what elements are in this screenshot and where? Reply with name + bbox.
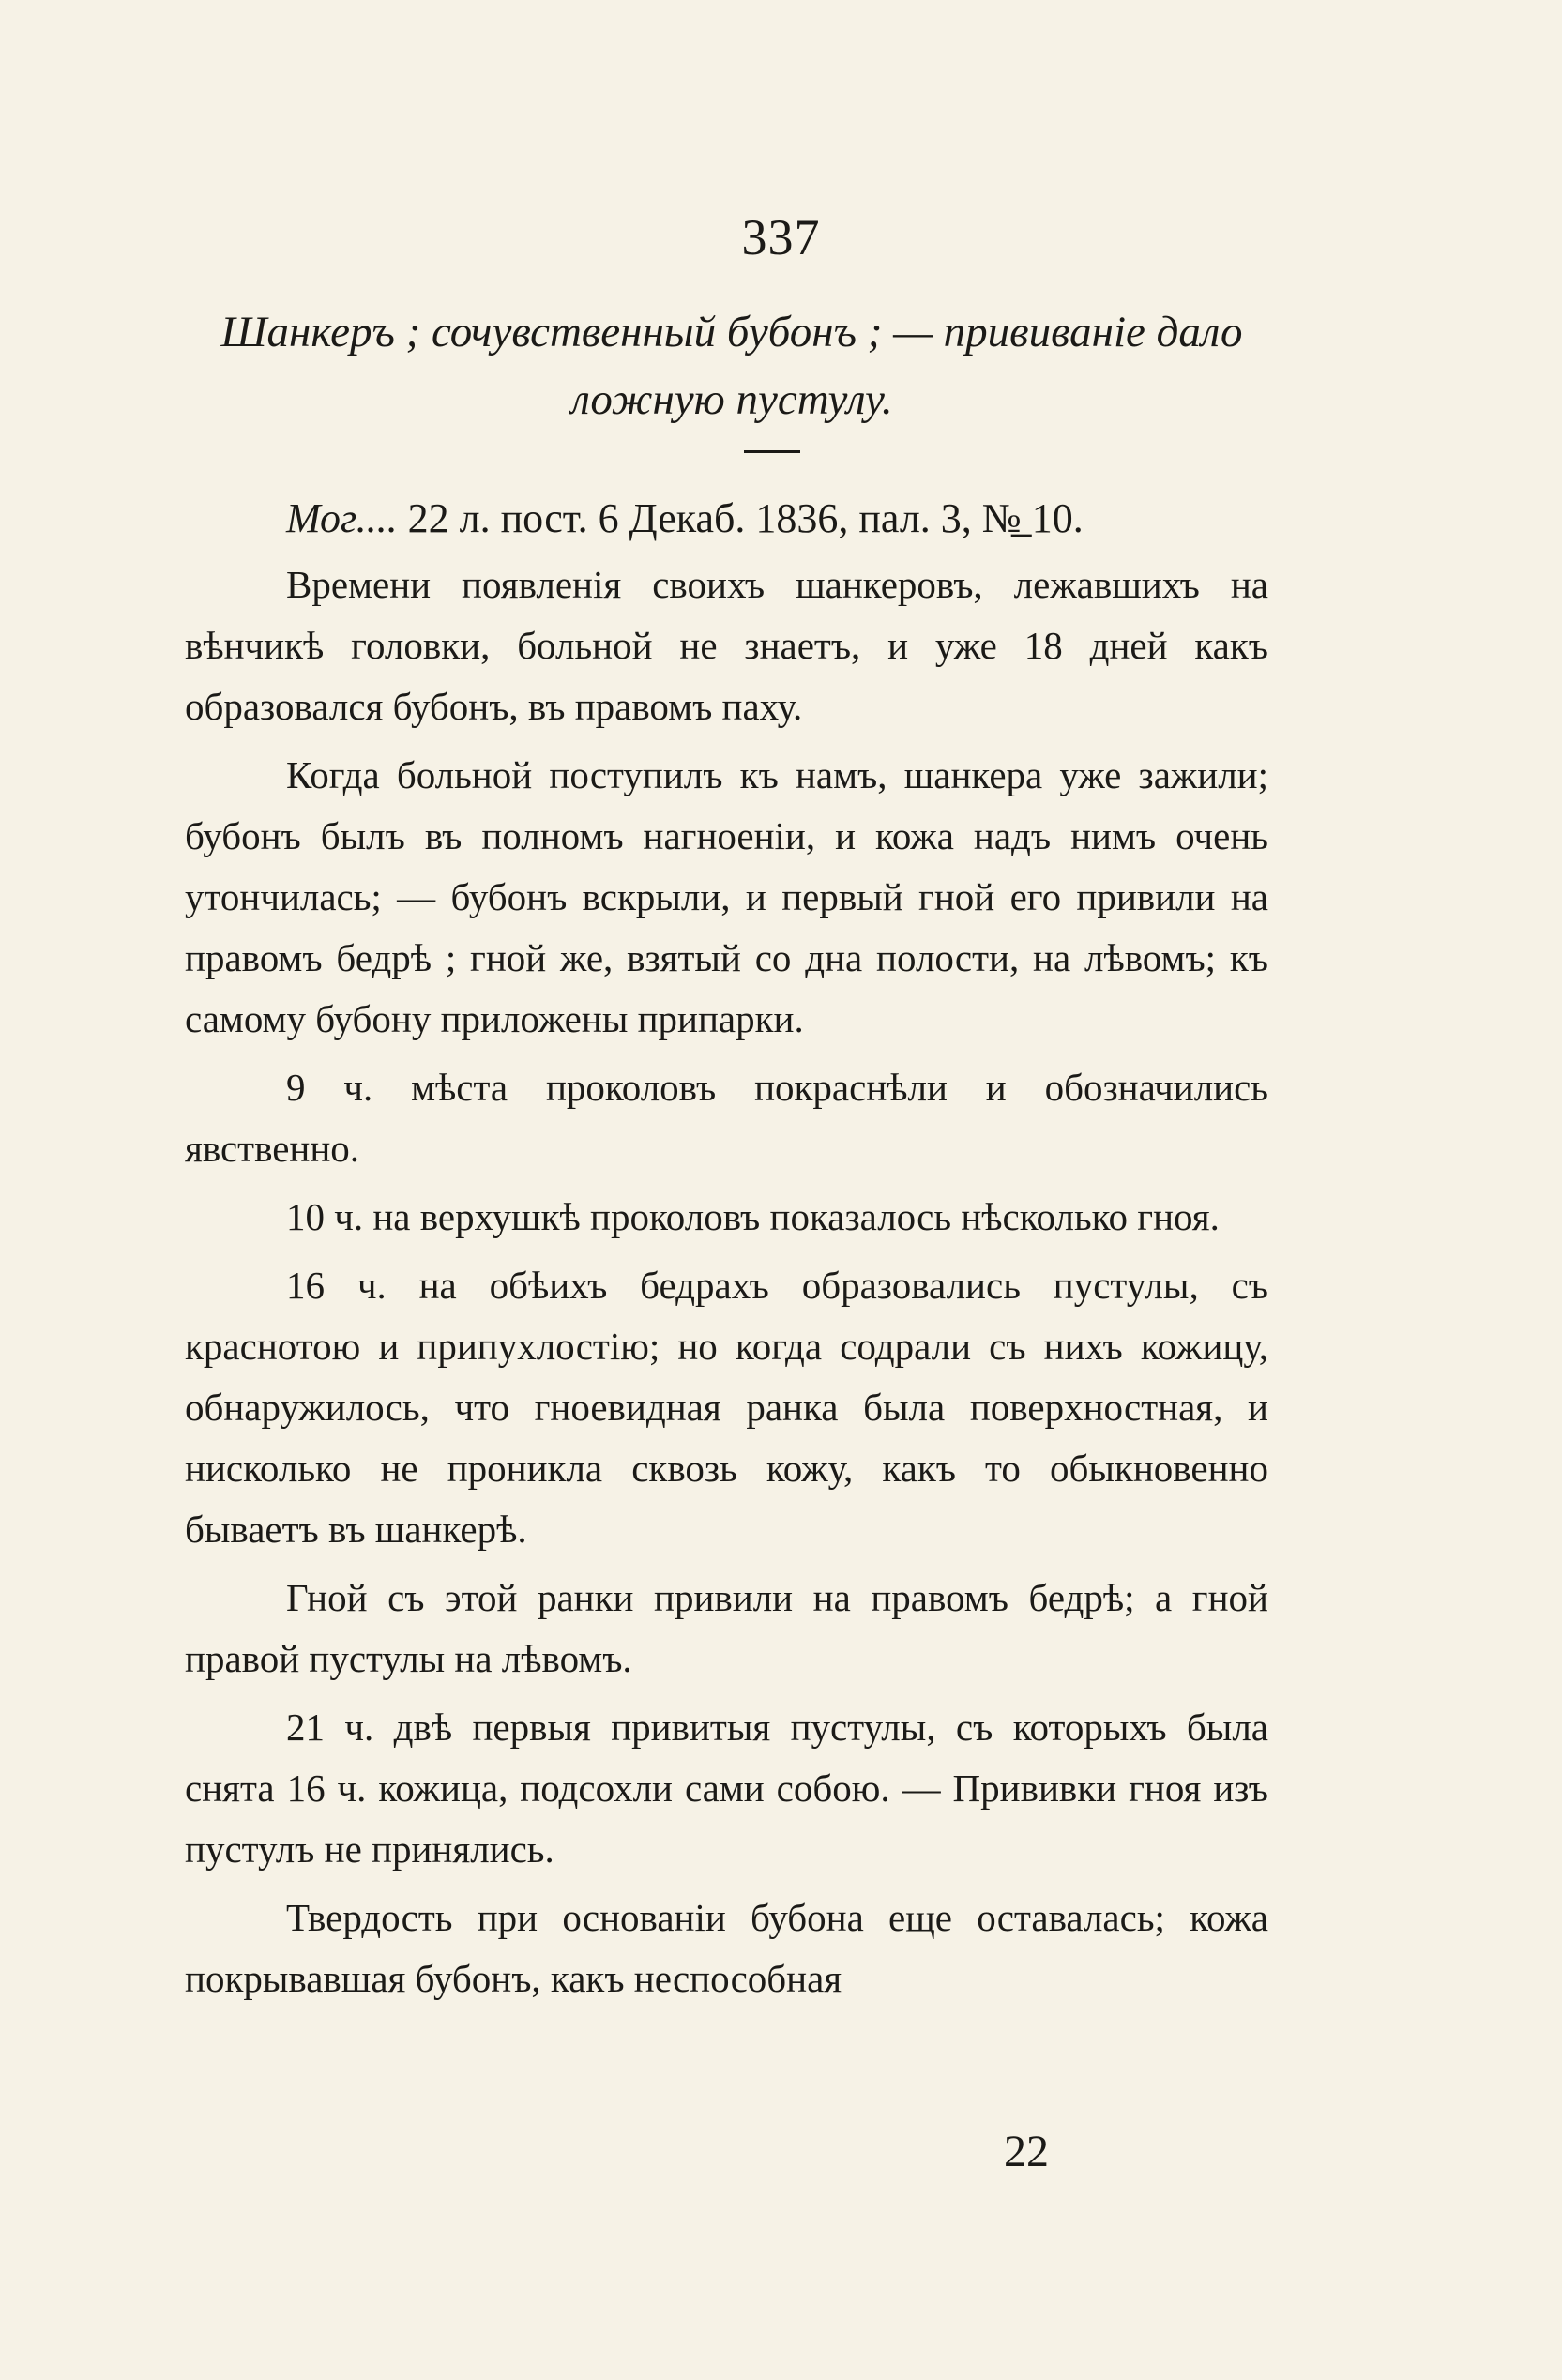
paragraph: 21 ч. двѣ первыя привитыя пустулы, съ которыхъ была снята 16 ч. кожица, подсохли сами собою. — Прививки гноя изъ пустулъ не принялись. <box>185 1705 1268 1871</box>
patient-name: Мог.... <box>286 495 398 541</box>
body-text <box>185 488 1268 2017</box>
paragraph: 10 ч. на верхушкѣ проколовъ показалось нѣсколько гноя. <box>286 1195 1220 1238</box>
paragraph: 16 ч. на обѣихъ бедрахъ образовались пустулы, съ краснотою и припухлостію; но когда содрали съ нихъ кожицу, обнаружилось, что гноевидная ранка была поверхностная, и нисколько не проникла сквозь кожу, какъ то обыкновенно бываетъ въ шанкерѣ. <box>185 1264 1268 1551</box>
paragraph: Гной съ этой ранки привили на правомъ бедрѣ; а гной правой пустулы на лѣвомъ. <box>185 1576 1268 1680</box>
patient-line <box>185 488 1268 549</box>
page-number: 337 <box>741 209 821 265</box>
title-divider <box>744 450 800 453</box>
patient-details: 22 л. пост. 6 Декаб. 1836, пал. 3, №̲ 10. <box>397 495 1084 541</box>
signature-mark: 22 <box>1004 2127 1049 2176</box>
section-title: Шанкеръ ; сочувственный бубонъ ; — прививаніе дало ложную пустулу. <box>220 308 1243 424</box>
paragraph: Когда больной поступилъ къ намъ, шанкера уже зажили; бубонъ былъ въ полномъ нагноеніи, и кожа надъ нимъ очень утончилась; — бубонъ вскрыли, и первый гной его привили на правомъ бедрѣ ; гной же, взятый со дна полости, на лѣвомъ; къ самому бубону приложены припарки. <box>185 753 1268 1040</box>
paragraph: Времени появленія своихъ шанкеровъ, лежавшихъ на вѣнчикѣ головки, больной не знаетъ, и уже 18 дней какъ образовался бубонъ, въ правомъ паху. <box>185 563 1268 728</box>
paragraph: Твердость при основаніи бубона еще оставалась; кожа покрывавшая бубонъ, какъ неспособная <box>185 1896 1268 2000</box>
paragraph: 9 ч. мѣста проколовъ покраснѣли и обозначились явственно. <box>185 1066 1268 1170</box>
